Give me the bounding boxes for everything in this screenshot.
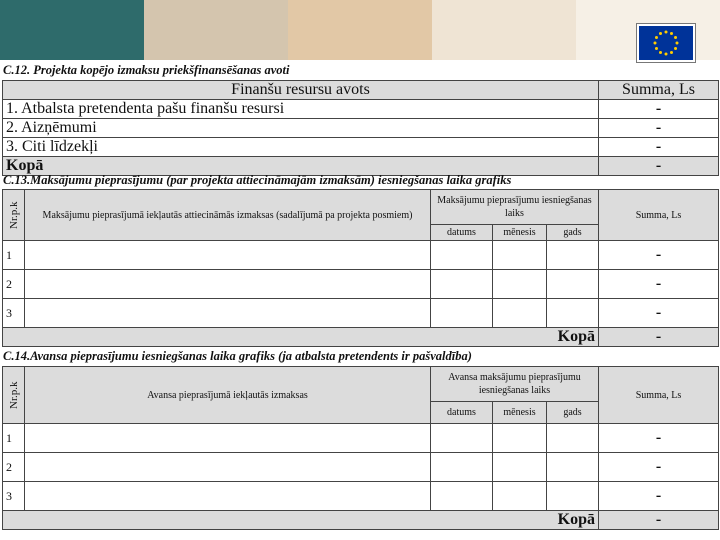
c13-row-sum[interactable]: - bbox=[599, 270, 719, 299]
c14-row-desc[interactable] bbox=[25, 482, 431, 511]
header-band-sand bbox=[288, 0, 432, 60]
c13-row-month[interactable] bbox=[493, 270, 547, 299]
eu-star-icon bbox=[665, 53, 668, 56]
c13-row-sum[interactable]: - bbox=[599, 241, 719, 270]
eu-star-icon bbox=[674, 36, 677, 39]
c13-table bbox=[2, 189, 719, 347]
c14-row-nr: 2 bbox=[3, 453, 25, 482]
header-band-light bbox=[432, 0, 576, 60]
c13-row-nr: 2 bbox=[3, 270, 25, 299]
c13-row-month[interactable] bbox=[493, 241, 547, 270]
c14-row-date[interactable] bbox=[431, 453, 493, 482]
c14-row-year[interactable] bbox=[547, 424, 599, 453]
c12-row-label: 1. Atbalsta pretendenta pašu finanšu resursi bbox=[3, 100, 599, 119]
c13-sub-date: datums bbox=[431, 225, 493, 241]
c13-total-label: Kopā bbox=[3, 328, 599, 347]
c12-total-value: - bbox=[599, 157, 719, 176]
c14-row-sum[interactable]: - bbox=[599, 453, 719, 482]
c13-title: C.13.Maksājumu pieprasījumu (par projekta attiecināmajām izmaksām) iesniegšanas laika grafiks bbox=[3, 173, 512, 187]
c14-row-desc[interactable] bbox=[25, 424, 431, 453]
c14-col-time: Avansa maksājumu pieprasījumu iesniegšanas laiks bbox=[431, 367, 599, 402]
c13-row-year[interactable] bbox=[547, 270, 599, 299]
c14-title: C.14.Avansa pieprasījumu iesniegšanas laika grafiks (ja atbalsta pretendents ir pašvaldība) bbox=[3, 349, 472, 363]
c13-row-year[interactable] bbox=[547, 299, 599, 328]
c13-col-time: Maksājumu pieprasījumu iesniegšanas laiks bbox=[431, 190, 599, 225]
c14-total-value: - bbox=[599, 511, 719, 530]
c13-row-month[interactable] bbox=[493, 299, 547, 328]
c14-row-nr: 3 bbox=[3, 482, 25, 511]
c13-row-desc[interactable] bbox=[25, 270, 431, 299]
c13-row-date[interactable] bbox=[431, 270, 493, 299]
c14-row-nr: 1 bbox=[3, 424, 25, 453]
c12-title: C.12. Projekta kopējo izmaksu priekšfinansēšanas avoti bbox=[3, 63, 290, 77]
c14-row-year[interactable] bbox=[547, 453, 599, 482]
eu-star-icon bbox=[654, 42, 657, 45]
c14-row-month[interactable] bbox=[493, 453, 547, 482]
c12-table bbox=[2, 80, 719, 176]
c14-total-label: Kopā bbox=[3, 511, 599, 530]
eu-star-icon bbox=[655, 36, 658, 39]
c13-col-sum: Summa, Ls bbox=[599, 190, 719, 241]
eu-star-icon bbox=[670, 51, 673, 54]
c12-row-label: 3. Citi līdzekļi bbox=[3, 138, 599, 157]
c12-total-label: Kopā bbox=[3, 157, 599, 176]
c12-header-sum: Summa, Ls bbox=[599, 81, 719, 100]
c14-col-sum: Summa, Ls bbox=[599, 367, 719, 424]
c13-row-desc[interactable] bbox=[25, 299, 431, 328]
c13-sub-month: mēnesis bbox=[493, 225, 547, 241]
eu-star-icon bbox=[670, 32, 673, 35]
c14-row-date[interactable] bbox=[431, 482, 493, 511]
c13-col-desc: Maksājumu pieprasījumā iekļautās attiecināmās izmaksas (sadalījumā pa projekta posmiem) bbox=[25, 190, 431, 241]
c14-row-year[interactable] bbox=[547, 482, 599, 511]
eu-star-icon bbox=[665, 31, 668, 34]
eu-star-icon bbox=[659, 51, 662, 54]
c12-row-label: 2. Aizņēmumi bbox=[3, 119, 599, 138]
eu-star-icon bbox=[676, 42, 679, 45]
c14-row-sum[interactable]: - bbox=[599, 424, 719, 453]
c14-col-nr: Nr.p.k bbox=[3, 367, 25, 424]
c14-table bbox=[2, 366, 719, 530]
c13-row-date[interactable] bbox=[431, 241, 493, 270]
c13-total-value: - bbox=[599, 328, 719, 347]
c14-row-desc[interactable] bbox=[25, 453, 431, 482]
c14-row-sum[interactable]: - bbox=[599, 482, 719, 511]
c14-sub-date: datums bbox=[431, 402, 493, 424]
c14-row-month[interactable] bbox=[493, 424, 547, 453]
c13-row-date[interactable] bbox=[431, 299, 493, 328]
eu-star-icon bbox=[655, 47, 658, 50]
c14-sub-month: mēnesis bbox=[493, 402, 547, 424]
c12-header-source: Finanšu resursu avots bbox=[3, 81, 599, 100]
c12-row-value[interactable]: - bbox=[599, 119, 719, 138]
c13-row-nr: 1 bbox=[3, 241, 25, 270]
eu-star-icon bbox=[659, 32, 662, 35]
c12-row-value[interactable]: - bbox=[599, 100, 719, 119]
eu-star-icon bbox=[674, 47, 677, 50]
eu-flag-icon bbox=[636, 23, 696, 63]
eu-flag-svg bbox=[639, 26, 693, 60]
c13-col-nr: Nr.p.k bbox=[3, 190, 25, 241]
c13-row-desc[interactable] bbox=[25, 241, 431, 270]
c13-sub-year: gads bbox=[547, 225, 599, 241]
c14-row-date[interactable] bbox=[431, 424, 493, 453]
header-band-tan bbox=[144, 0, 288, 60]
c14-row-month[interactable] bbox=[493, 482, 547, 511]
c13-row-year[interactable] bbox=[547, 241, 599, 270]
c14-col-desc: Avansa pieprasījumā iekļautās izmaksas bbox=[25, 367, 431, 424]
c14-sub-year: gads bbox=[547, 402, 599, 424]
header-band-teal bbox=[0, 0, 144, 60]
c13-row-nr: 3 bbox=[3, 299, 25, 328]
c13-row-sum[interactable]: - bbox=[599, 299, 719, 328]
c12-row-value[interactable]: - bbox=[599, 138, 719, 157]
